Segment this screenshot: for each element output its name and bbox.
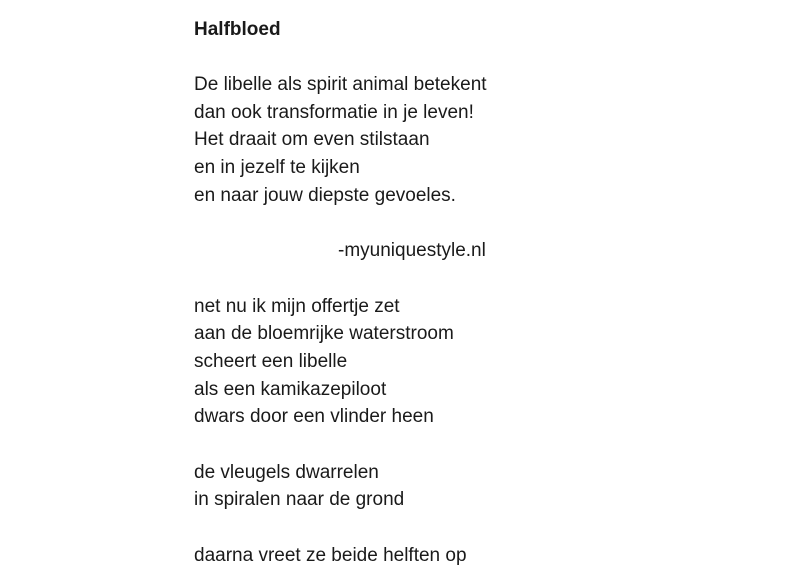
verse-line: in spiralen naar de grond xyxy=(194,489,405,511)
epigraph-line: en in jezelf te kijken xyxy=(194,157,360,179)
spacer xyxy=(194,431,754,459)
spacer xyxy=(194,514,754,542)
poem-document xyxy=(194,16,754,569)
verse-line: aan de bloemrijke waterstroom xyxy=(194,323,454,345)
verse-line: dwars door een vlinder heen xyxy=(194,406,434,428)
verse-line: de vleugels dwarrelen xyxy=(194,461,379,483)
stanza-3 xyxy=(194,542,754,570)
epigraph xyxy=(194,71,754,209)
verse-line: scheert een libelle xyxy=(194,350,348,372)
spacer xyxy=(194,265,754,293)
epigraph-line: Het draait om even stilstaan xyxy=(194,129,430,151)
verse-line: als een kamikazepiloot xyxy=(194,378,387,400)
spacer xyxy=(194,209,754,237)
stanza-1 xyxy=(194,293,754,431)
poem-title: Halfbloed xyxy=(194,19,281,40)
epigraph-line: en naar jouw diepste gevoeles. xyxy=(194,184,456,206)
epigraph-line: dan ook transformatie in je leven! xyxy=(194,101,474,123)
verse-line: daarna vreet ze beide helften op xyxy=(194,544,467,566)
verse-line: net nu ik mijn offertje zet xyxy=(194,295,400,317)
stanza-2 xyxy=(194,459,754,514)
epigraph-line: De libelle als spirit animal betekent xyxy=(194,74,487,95)
epigraph-attribution: -myuniquestyle.nl xyxy=(338,240,486,262)
